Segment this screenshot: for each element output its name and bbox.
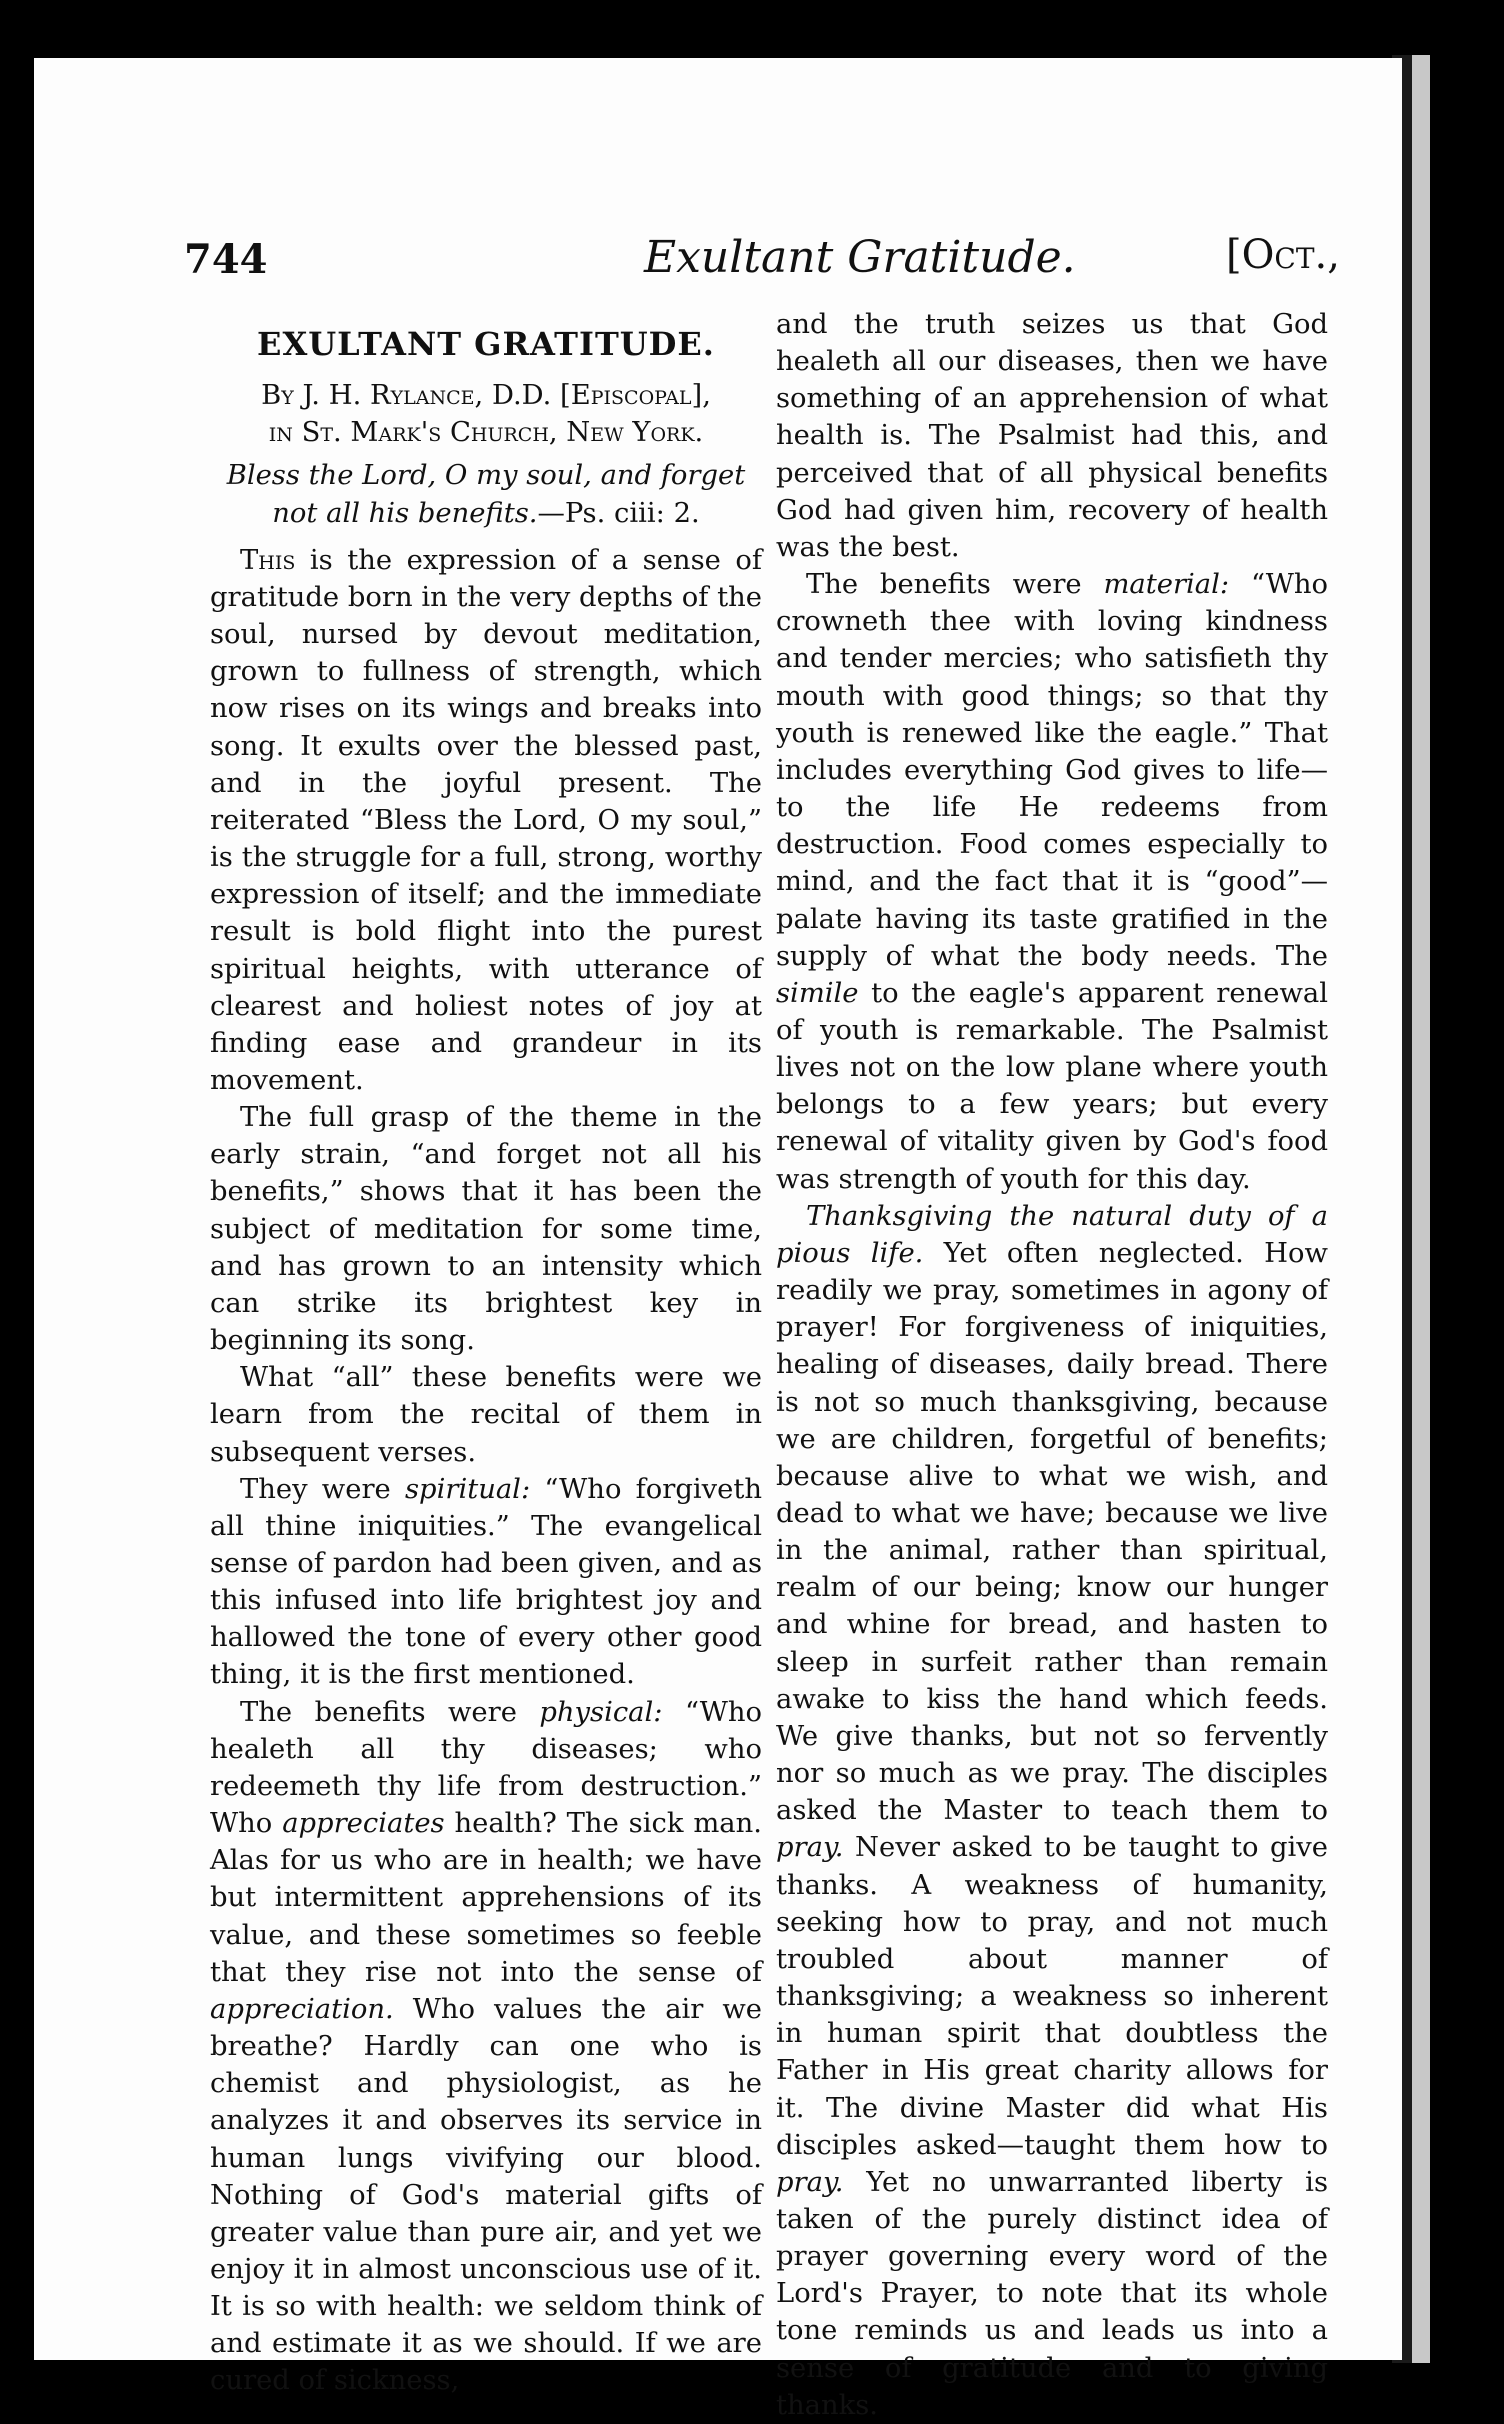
article-title: EXULTANT GRATITUDE. bbox=[257, 325, 715, 363]
running-head bbox=[34, 176, 1402, 283]
epigraph-text: Bless the Lord, O my soul, and forget not all his benefits. bbox=[226, 460, 746, 529]
running-title: Exultant Gratitude. bbox=[644, 232, 1076, 283]
paragraph: The full grasp of the theme in the early strain, “and forget not all his benefits,” shows that it has been the subject of meditation for some time, and has grown to an intensity which can strike its brightest key in beginning its song. bbox=[210, 1102, 762, 1357]
paragraph: They were spiritual: “Who forgiveth all thine iniquities.” The evangelical sense of pardon had been given, and as this infused into life brightest joy and hallowed the tone of every other good thing, it is the first mentioned. bbox=[210, 1473, 763, 1691]
paragraph: The benefits were physical: “Who healeth all thy diseases; who redeemeth thy life from destruction.” Who appreciates health? The sick man. Alas for us who are in health; we have but intermittent apprehensions of its value, and these sometimes so feeble that they rise not into the sense of appreciation. Who values the air we breathe? Hardly can one who is chemist and physiologist, as he analyzes it and observes its service in human lungs vivifying our blood. Nothing of God's material gifts of greater value than pure air, and yet we enjoy it in almost unconscious use of it. It is so with health: we seldom think of and estimate it as we should. If we are cured of sickness, bbox=[210, 1696, 763, 2397]
paragraph: Thanksgiving the natural duty of a pious life. Yet often neglected. How readily we pray, sometimes in agony of prayer! For forgiveness of iniquities, healing of diseases, daily bread. There is not so much thanksgiving, because we are children, forgetful of benefits; because alive to what we wish, and dead to what we have; because we live in the animal, rather than spiritual, realm of our being; know our hunger and whine for bread, and hasten to sleep in surfeit rather than remain awake to kiss the hand which feeds. We give thanks, but not so fervently nor so much as we pray. The disciples asked the Master to teach them to pray. Never asked to be taught to give thanks. A weakness of humanity, seeking how to pray, and not much troubled about manner of thanksgiving; a weakness so inherent in human spirit that doubtless the Father in His great charity allows for it. The divine Master did what His disciples asked—taught them how to pray. Yet no unwarranted liberty is taken of the purely distinct idea of prayer governing every word of the Lord's Prayer, to note that its whole tone reminds us and leads us into a sense of gratitude and to giving thanks. bbox=[776, 1200, 1328, 2421]
epigraph bbox=[210, 457, 762, 531]
left-column bbox=[210, 326, 762, 2400]
paragraph: and the truth seizes us that God healeth all our diseases, then we have something of an apprehension of what health is. The Psalmist had this, and perceived that of all physical benefits God had given him, recovery of health was the best. bbox=[776, 309, 1328, 563]
paragraph-opening: This bbox=[240, 544, 296, 576]
page-number: 744 bbox=[184, 236, 268, 283]
right-column bbox=[776, 306, 1328, 2424]
paragraph: This is the expression of a sense of gratitude born in the very depths of the soul, nursed by devout meditation, grown to fullness of strength, which now rises on its wings and breaks into song. It exults over the blessed past, and in the joyful present. The reiterated “Bless the Lord, O my soul,” is the struggle for a full, strong, worthy expression of itself; and the immediate result is bold flight into the purest spiritual heights, with utterance of clearest and holiest notes of joy at finding ease and grandeur in its movement. bbox=[210, 544, 762, 1096]
byline-church: in St. Mark's Church, New York. bbox=[268, 417, 704, 449]
epigraph-ref: —Ps. ciii: 2. bbox=[537, 497, 700, 529]
paragraph: The benefits were material: “Who crowneth thee with loving kindness and tender mercies; who satisfieth thy mouth with good things; so that thy youth is renewed like the eagle.” That includes everything God gives to life—to the life He redeems from destruction. Food comes especially to mind, and the fact that it is “good”—palate having its taste gratified in the supply of what the body needs. The simile to the eagle's apparent renewal of youth is remarkable. The Psalmist lives not on the low plane where youth belongs to a few years; but every renewal of vitality given by God's food was strength of youth for this day. bbox=[776, 569, 1328, 1195]
byline-author: By J. H. Rylance, D.D. [Episcopal], bbox=[261, 380, 711, 412]
book-page bbox=[34, 58, 1402, 2421]
running-month: [Oct., bbox=[1226, 232, 1340, 278]
paragraph: What “all” these benefits were we learn from the recital of them in subsequent verses. bbox=[210, 1362, 762, 1468]
adjacent-page-edge bbox=[1410, 55, 1430, 2363]
